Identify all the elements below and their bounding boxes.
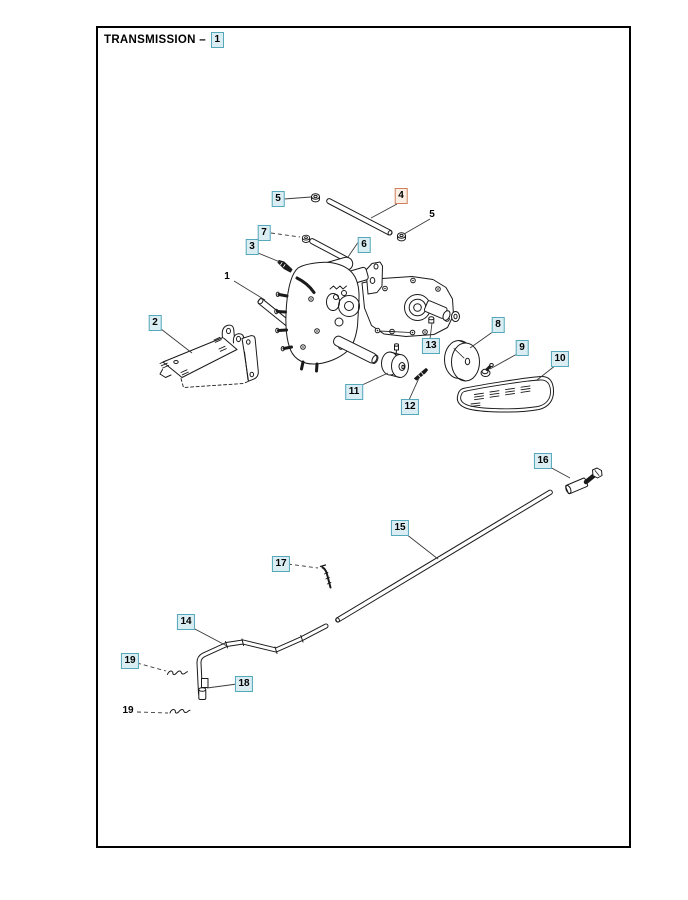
title-part-number[interactable]: 1: [211, 32, 224, 48]
part-belt-10: [457, 376, 553, 412]
part-bushing-18: [199, 688, 206, 700]
leader-line: [490, 354, 517, 369]
callout-19-upper[interactable]: 19: [121, 653, 139, 669]
part-pin-17: [321, 565, 332, 588]
part-bolt-13: [429, 317, 434, 323]
callout-12[interactable]: 12: [401, 399, 419, 415]
leader-line: [234, 281, 265, 300]
callout-10[interactable]: 10: [551, 351, 569, 367]
page-title-text: TRANSMISSION –: [104, 34, 206, 46]
callout-15[interactable]: 15: [391, 520, 409, 536]
leader-line: [288, 564, 318, 568]
callout-3[interactable]: 3: [246, 239, 259, 255]
part-pulley-11: [382, 344, 409, 378]
part-bolt-9: [481, 364, 493, 377]
part-screw-3: [278, 261, 292, 273]
leader-line: [371, 204, 397, 218]
callout-17[interactable]: 17: [272, 556, 290, 572]
leader-line: [406, 534, 438, 559]
part-rod-4: [326, 198, 393, 236]
part-nut-5-left: [312, 194, 320, 202]
part-clip-19-lower: [170, 709, 190, 713]
callout-9[interactable]: 9: [516, 340, 529, 356]
part-nut-7: [302, 235, 309, 242]
callout-18[interactable]: 18: [235, 676, 253, 692]
part-rod-14: [199, 626, 326, 694]
callout-5-upper[interactable]: 5: [272, 191, 285, 207]
callout-5-right: 5: [429, 209, 435, 220]
callout-14[interactable]: 14: [177, 614, 195, 630]
leader-line: [193, 628, 227, 646]
leader-line: [137, 712, 168, 713]
part-screw-12: [415, 369, 428, 381]
leader-line: [258, 253, 280, 262]
part-pulley-8: [445, 341, 480, 382]
part-washer: [452, 312, 460, 322]
leader-line: [360, 373, 388, 386]
callout-13[interactable]: 13: [422, 338, 440, 354]
leader-line: [409, 378, 419, 400]
leader-line: [284, 197, 311, 199]
part-rod-15: [335, 489, 553, 623]
part-bracket-2: [160, 325, 258, 387]
part-clip-19-upper: [168, 671, 188, 675]
callout-7[interactable]: 7: [258, 225, 271, 241]
callout-16[interactable]: 16: [534, 453, 552, 469]
callout-1: 1: [224, 271, 230, 282]
leader-line: [271, 233, 300, 237]
callout-2[interactable]: 2: [149, 315, 162, 331]
part-bolt-16: [565, 468, 602, 494]
callout-4[interactable]: 4: [395, 188, 408, 204]
leader-line: [207, 684, 237, 688]
callout-11[interactable]: 11: [345, 384, 363, 400]
callout-6[interactable]: 6: [358, 237, 371, 253]
callout-8[interactable]: 8: [492, 317, 505, 333]
leader-line: [137, 663, 166, 671]
callout-19-lower: 19: [122, 705, 134, 716]
leader-line: [470, 331, 494, 348]
leader-line: [161, 329, 192, 353]
